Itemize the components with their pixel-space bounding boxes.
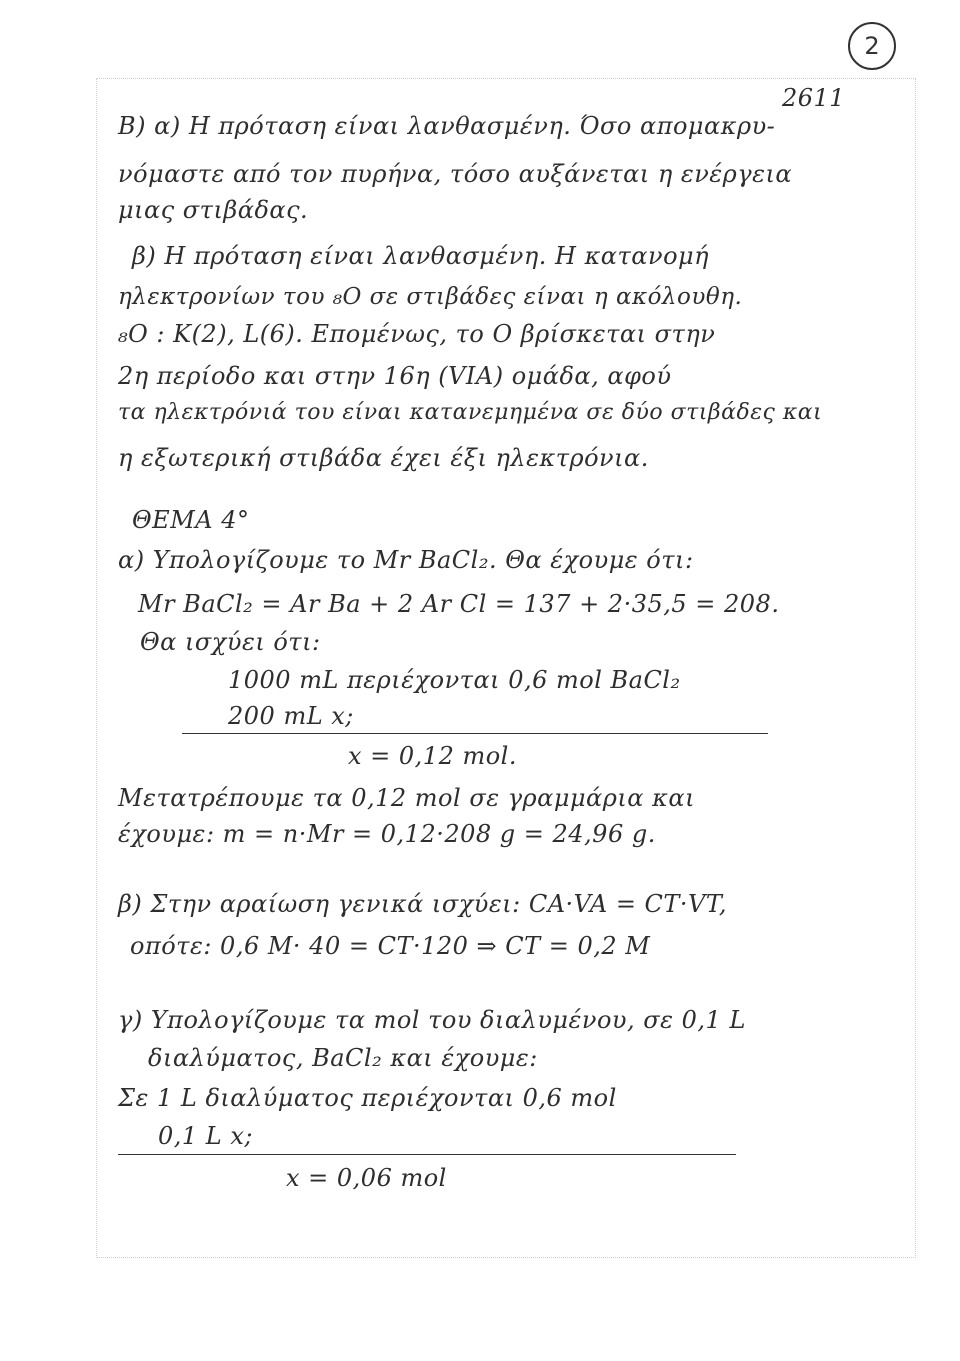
proportion-rule	[182, 733, 768, 734]
text-line: γ) Υπολογίζουμε τα mol του διαλυμένου, σε 0,1 L	[118, 1006, 746, 1034]
text-line: ηλεκτρονίων του ₈O σε στιβάδες είναι η ακόλουθη.	[118, 284, 743, 310]
text-line: οπότε: 0,6 M· 40 = CT·120 ⇒ CT = 0,2 M	[130, 932, 651, 960]
text-line: μιας στιβάδας.	[118, 196, 309, 224]
text-line: νόμαστε από τον πυρήνα, τόσο αυξάνεται η ενέργεια	[118, 160, 793, 188]
text-line: 2η περίοδο και στην 16η (VIA) ομάδα, αφού	[118, 362, 672, 390]
text-line: τα ηλεκτρόνιά του είναι κατανεμημένα σε δύο στιβάδες και	[118, 400, 823, 425]
proportion-rule	[118, 1154, 736, 1155]
formula-line: Mr BaCl₂ = Ar Ba + 2 Ar Cl = 137 + 2·35,5 = 208.	[138, 590, 780, 618]
text-line: ₈O : K(2), L(6). Επομένως, το O βρίσκεται στην	[118, 320, 716, 348]
proportion-line: 0,1 L x;	[158, 1122, 253, 1150]
text-line: Μετατρέπουμε τα 0,12 mol σε γραμμάρια και	[118, 784, 695, 812]
page-code: 2611	[782, 84, 846, 112]
text-line: β) Στην αραίωση γενικά ισχύει: CA·VA = CT·VT,	[118, 890, 727, 918]
text-line: έχουμε: m = n·Mr = 0,12·208 g = 24,96 g.	[118, 820, 656, 848]
text-line: διαλύματος, BaCl₂ και έχουμε:	[148, 1044, 538, 1072]
text-line: Θα ισχύει ότι:	[140, 628, 321, 656]
text-line: η εξωτερική στιβάδα έχει έξι ηλεκτρόνια.	[118, 444, 649, 472]
proportion-line: Σε 1 L διαλύματος περιέχονται 0,6 mol	[118, 1084, 617, 1112]
text-line: Β) α) Η πρόταση είναι λανθασμένη. Όσο απομακρυ-	[118, 112, 776, 140]
proportion-line: 1000 mL περιέχονται 0,6 mol BaCl₂	[228, 666, 681, 694]
text-line: α) Υπολογίζουμε το Mr BaCl₂. Θα έχουμε ότι:	[118, 546, 694, 574]
section-heading: ΘΕΜΑ 4°	[132, 506, 250, 534]
text-line: β) Η πρόταση είναι λανθασμένη. Η κατανομή	[132, 242, 710, 270]
result-line: x = 0,06 mol	[286, 1164, 447, 1192]
page-number-badge: 2	[848, 22, 896, 70]
result-line: x = 0,12 mol.	[348, 742, 517, 770]
proportion-line: 200 mL x;	[228, 702, 354, 730]
